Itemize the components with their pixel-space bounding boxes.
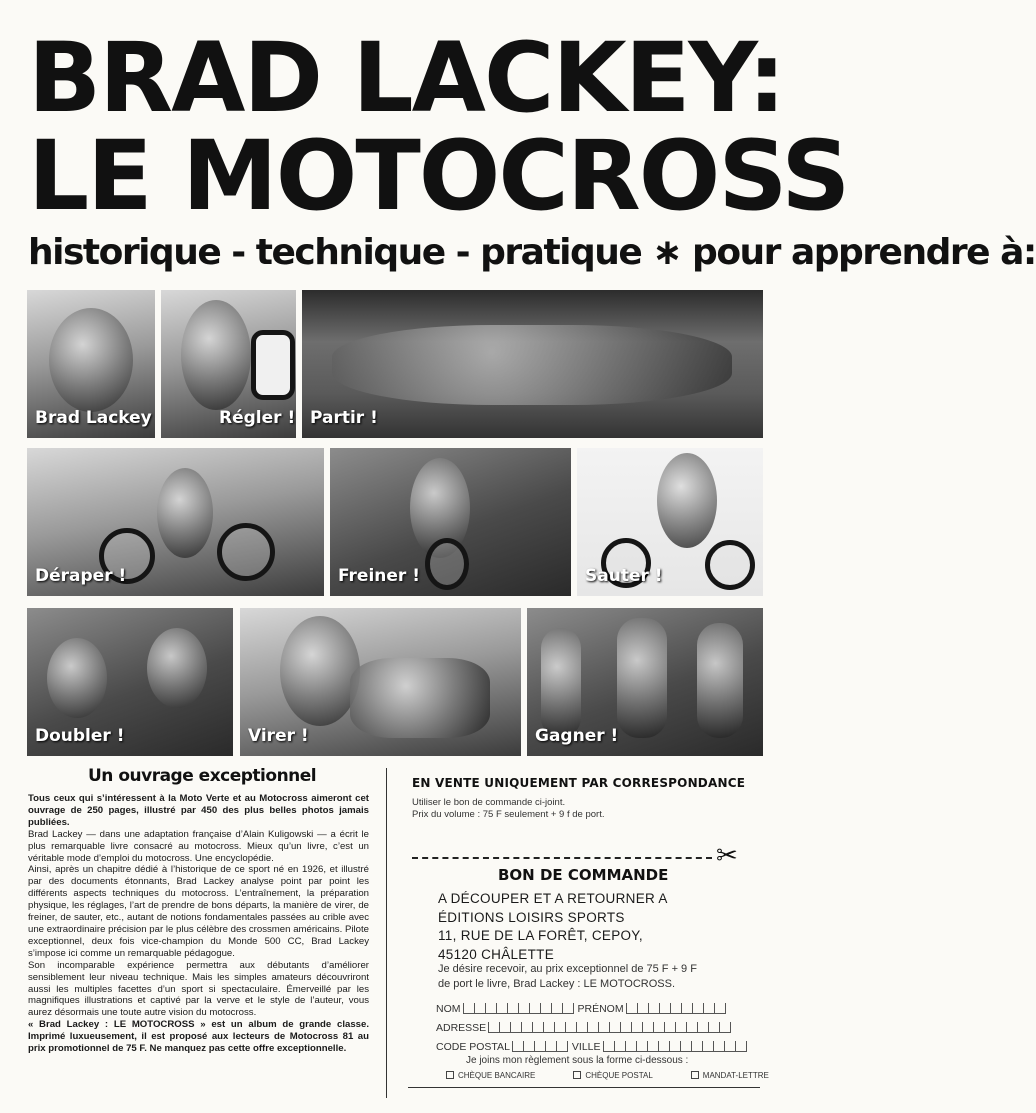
payment-option-label: CHÈQUE BANCAIRE: [458, 1071, 536, 1080]
postal-row: [436, 1039, 751, 1053]
column-divider: [386, 768, 387, 1098]
wheel-rear: [705, 540, 755, 590]
article-paragraph: Brad Lackey — dans une adaptation française d’Alain Kuligowski — a écrit le plus remarquable livre consacré au motocross. Mieux qu’un livre, c’est un véritable mode d’emploi du motocross. Une encyclopédie.: [28, 828, 369, 864]
checkbox[interactable]: [691, 1071, 699, 1079]
payment-option-cheque-bancaire[interactable]: [446, 1071, 535, 1080]
checkbox[interactable]: [446, 1071, 454, 1079]
rider-figure: [657, 453, 717, 548]
article-body: [28, 793, 369, 1055]
rider-figure: [157, 468, 213, 558]
form-bottom-rule: [408, 1087, 760, 1088]
prenom-field[interactable]: [626, 1003, 726, 1014]
sales-heading: EN VENTE UNIQUEMENT PAR CORRESPONDANCE: [412, 776, 746, 790]
payment-option-cheque-postal[interactable]: [573, 1071, 652, 1080]
checkbox[interactable]: [573, 1071, 581, 1079]
title-line-2: LE MOTOCROSS: [28, 120, 849, 232]
podium-winner: [617, 618, 667, 738]
podium-left: [541, 628, 581, 738]
photo-brad-lackey: [27, 290, 155, 438]
photo-virer: [240, 608, 521, 756]
code-postal-field[interactable]: [512, 1041, 568, 1052]
wheel-front: [425, 538, 469, 590]
portrait-figure: [49, 308, 133, 412]
payment-option-mandat-lettre[interactable]: [691, 1071, 769, 1080]
tagline: historique - technique - pratique ∗ pour apprendre à:: [28, 232, 1036, 273]
podium-right: [697, 623, 743, 738]
rider-figure: [280, 616, 360, 726]
nom-field[interactable]: [463, 1003, 574, 1014]
rider-figure-2: [147, 628, 207, 708]
address-line: 45120 CHÂLETTE: [438, 946, 555, 962]
ville-label: VILLE: [571, 1041, 601, 1053]
article-paragraph: Tous ceux qui s’intéressent à la Moto Verte et au Motocross aimeront cet ouvrage de 250 pages, illustré par 450 des plus belles photos jamais publiées.: [28, 793, 369, 828]
photo-freiner: [330, 448, 571, 596]
scissors-icon: ✂: [716, 841, 738, 871]
nom-label: NOM: [436, 1003, 461, 1015]
payment-option-label: MANDAT-LETTRE: [702, 1071, 769, 1080]
address-line: 11, RUE DE LA FORÊT, CEPOY,: [438, 928, 643, 943]
article-paragraph: « Brad Lackey : LE MOTOCROSS » est un album de grande classe. Imprimé luxueusement, il est proposé aux lecteurs de Motocross 81 au prix promotionnel de 75 F. Ne manquez pas cette offre exceptionnelle.: [28, 1019, 369, 1055]
title-line-1: BRAD LACKEY:: [28, 22, 784, 134]
adresse-field[interactable]: [488, 1022, 731, 1033]
mailing-address: [438, 890, 668, 964]
photo-regler: [161, 290, 296, 438]
riders-pack: [332, 325, 732, 405]
prenom-label: PRÉNOM: [577, 1003, 624, 1015]
payment-instruction: Je joins mon règlement sous la forme ci-dessous :: [466, 1055, 689, 1066]
article-paragraph: Ainsi, après un chapitre dédié à l’historique de ce sport né en 1926, et illustré par des documents étonnants, Brad Lackey analyse point par point les différents aspects techniques du motocross. L’entraînement, la préparation physique, les réglages, l’art de prendre de bons départs, la manière de virer, de freiner, de sauter, etc., autant de notions fondamentales passées au crible avec une extraordinaire précision par le plus célèbre des crossmen américains. Pilote exceptionnel, deux fois vice-champion du Monde 500 CC, Brad Lackey s’impose ici comme un remarquable pédagogue.: [28, 864, 369, 959]
motorcycle-shape: [350, 658, 490, 738]
address-line: ÉDITIONS LOISIRS SPORTS: [438, 909, 625, 925]
sales-info-1: Utiliser le bon de commande ci-joint.: [412, 797, 566, 808]
photo-caption: Freiner !: [338, 566, 420, 586]
order-request: [438, 962, 697, 991]
photo-partir: [302, 290, 763, 438]
rider-figure: [47, 638, 107, 718]
wheel-shape: [251, 330, 295, 400]
wheel-front: [217, 523, 275, 581]
name-row: [436, 1001, 730, 1015]
mechanic-figure: [181, 300, 251, 410]
article-heading: Un ouvrage exceptionnel: [88, 766, 317, 786]
request-line: Je désire recevoir, au prix exceptionnel de 75 F + 9 F: [438, 963, 697, 975]
code-postal-label: CODE POSTAL: [436, 1041, 510, 1053]
photo-caption: Sauter !: [585, 566, 663, 586]
payment-option-label: CHÈQUE POSTAL: [585, 1071, 653, 1080]
photo-doubler: [27, 608, 233, 756]
photo-gagner: [527, 608, 763, 756]
article-paragraph: Son incomparable expérience permettra aux débutants d’améliorer sensiblement leur niveau technique. Mais les simples amateurs découvriront aussi les multiples facettes d’un sport si spectaculaire. Émerveillé par les magnifiques illustrations et captivé par la verve et le style de l’auteur, vous aurez désormais une toute autre vision du motocross.: [28, 959, 369, 1019]
photo-caption: Doubler !: [35, 726, 125, 746]
photo-caption: Gagner !: [535, 726, 619, 746]
photo-deraper: [27, 448, 324, 596]
address-row: [436, 1020, 735, 1034]
payment-options: [446, 1071, 769, 1080]
order-form-title: BON DE COMMANDE: [498, 866, 669, 884]
photo-caption: Régler !: [219, 408, 296, 428]
photo-caption: Déraper !: [35, 566, 127, 586]
request-line: de port le livre, Brad Lackey : LE MOTOCROSS.: [438, 977, 675, 990]
photo-caption: Virer !: [248, 726, 309, 746]
photo-caption: Partir !: [310, 408, 378, 428]
sales-info-2: Prix du volume : 75 F seulement + 9 f de port.: [412, 809, 605, 820]
adresse-label: ADRESSE: [436, 1022, 487, 1034]
photo-caption: Brad Lackey: [35, 408, 152, 428]
address-line: A DÉCOUPER ET A RETOURNER A: [438, 891, 668, 906]
cut-line: [412, 857, 712, 859]
photo-sauter: [577, 448, 763, 596]
ville-field[interactable]: [603, 1041, 747, 1052]
